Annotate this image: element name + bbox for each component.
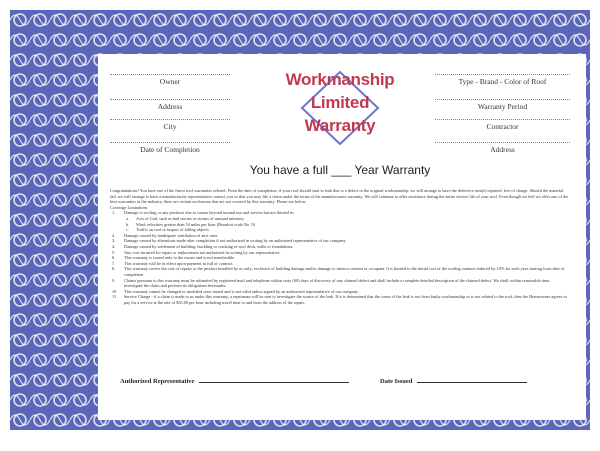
list-item: 2. Damage caused by inadequate ventilation of attic area.	[112, 232, 219, 238]
coverage-heading: Coverage Limitations	[110, 204, 148, 210]
contractor-field: Contractor	[435, 119, 570, 131]
list-item: b. Wind velocities greater than 54 miles per hour (Beaufort scale No. 9)	[126, 221, 255, 227]
logo-line-2: Limited	[310, 93, 370, 112]
owner-field: Owner	[110, 74, 230, 86]
list-item: 6. This warranty is issued only to the owner and is not transferable	[112, 255, 235, 261]
list-item: 3. Damage caused by alterations made after completion if not authorized in writing by an authorized representative of our company.	[112, 238, 347, 244]
list-item: 7. This warranty will be in effect upon payment in full of contract.	[112, 260, 234, 266]
list-item: 5. Any cost incurred for repair or replacement not authorized in writing by our representative.	[112, 249, 281, 255]
list-item: 10 This warranty cannot be changed or modified once issued and is not valid unless signed by an authorized representative of our company.	[112, 288, 359, 294]
list-item: 9. Claims pursuant to this warranty must be submitted by registered mail and telephone within sixty (60) days of discovery of any claimed defect and shall include a complete detailed description of the claimed defect. We shall, within reasonable time, investigate the claim and perform its obligations hereunder.	[112, 277, 551, 289]
intro-paragraph: Congratulations! You have one of the finest roof warranties offered. From the date of completion, if your roof should start to leak due to a defect in the original workmanship, we will arrange to have the defective area(s) repaired, free of charge. Should the material fail, we will arrange to have a manufacturers representative contact you so that you may file a claim under the terms of the manufacturers warranty. We will continue to offer assistance during the entire service life of your roof. Even though we feel we offer one of the best warranties in the industry, there are certain exclusions that are not covered by this warranty. Please see below.	[110, 188, 569, 205]
date-of-completion-field: Date of Completion	[110, 142, 230, 154]
warranty-document	[110, 70, 570, 415]
warranty-logo	[260, 70, 420, 145]
authorized-representative-line: Authorized Representative	[120, 378, 349, 385]
date-issued-line: Date Issued	[380, 378, 527, 385]
warranty-period-field: Warranty Period	[435, 99, 570, 111]
warranty-terms	[110, 188, 570, 305]
address-field: Address	[110, 99, 230, 111]
list-item: 8. This warranty covers the cost of repairs to the product installed by us only; exclusive of building damage and/or damage to interior content or occupant. It is limited to the initial cost of the roofing contract reduced by 10% for each year starting from date of completion	[112, 266, 565, 277]
contractor-address-field: Address	[435, 142, 570, 154]
city-field: City	[110, 119, 230, 131]
logo-line-3: Warranty	[304, 116, 376, 135]
headline: You have a full ___ Year Warranty	[249, 163, 431, 177]
list-item: c. Traffic on roof or impact of falling objects	[126, 227, 209, 233]
logo-line-1: Workmanship	[285, 70, 395, 89]
list-item: 4. Damage caused by settlement of building, buckling or cracking of roof deck, walls or foundations.	[112, 243, 294, 249]
list-item: 1. Damage to roofing or any products due to causes beyond normal use and service but not limited to:	[112, 210, 295, 216]
list-item: a. Acts of God, such as hail storms or storms of unusual intensity.	[126, 215, 245, 221]
list-item: 11 Service Charge - if a claim is made to us under this warranty, a repairman will be sent to investigate the source of the leak. If it is determined that the cause of the leak is not from faulty workmanship or is not related to the roof, then the Homeowner agrees to pay for a service at the rate of $35.00 per hour including travel time to and from the address of the repair.	[112, 294, 567, 305]
roof-type-field: Type - Brand - Color of Roof	[435, 74, 570, 86]
